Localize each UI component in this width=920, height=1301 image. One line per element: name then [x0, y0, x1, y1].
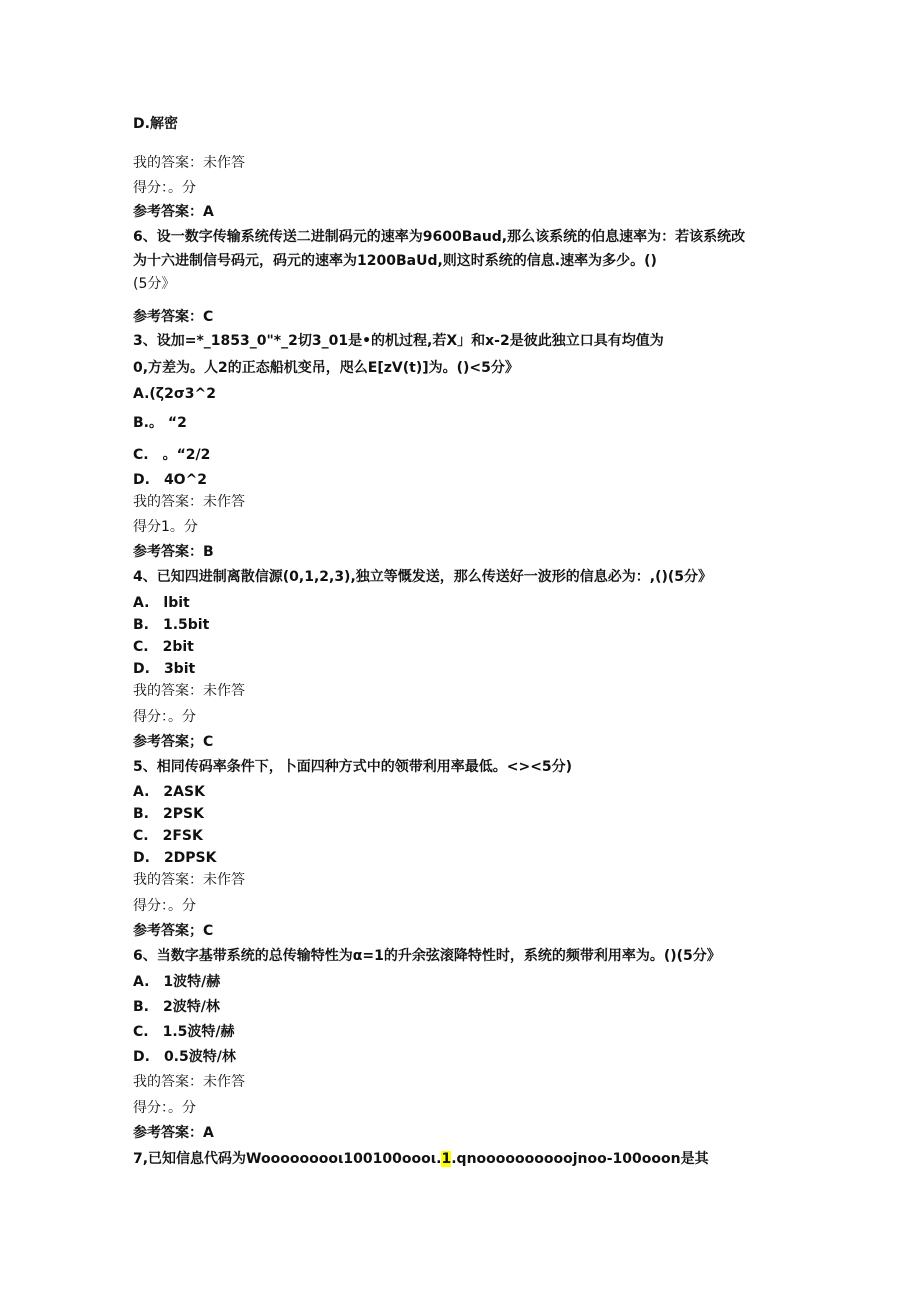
- option-a-text: A. 1波特/赫: [133, 974, 221, 990]
- question-5-text: 5、相同传码率条件下，卜面四种方式中的领带利用率最低。<><5分): [133, 759, 573, 775]
- option-b-text: B. 2PSK: [133, 806, 204, 822]
- score-label: 得分1。分: [133, 519, 198, 535]
- option-a-text: A. 2ASK: [133, 784, 205, 800]
- question-7-text: [133, 1150, 709, 1168]
- option-d-text: D. 0.5波特/林: [133, 1049, 236, 1065]
- option-b-text: B. 2波特/林: [133, 999, 220, 1015]
- question-4-text: 4、已知四进制离散信源(0,1,2,3),独立等慨发送，那么传送好一波形的信息必为：,()(5分》: [133, 569, 713, 585]
- my-answer-label: 我的答案：未作答: [133, 872, 245, 888]
- my-answer-label: 我的答案：未作答: [133, 494, 245, 510]
- option-d-text: D. 3bit: [133, 661, 196, 677]
- reference-answer-label: 参考答案；C: [133, 734, 214, 750]
- my-answer-label: 我的答案：未作答: [133, 683, 245, 699]
- reference-answer-label: 参考答案：A: [133, 204, 214, 220]
- option-b-text: B. 1.5bit: [133, 617, 210, 633]
- reference-answer-label: 参考答案：A: [133, 1125, 214, 1141]
- question-6-text-cont: 为十六进制信号码元，码元的速率为1200BaUd,则这时系统的信息.速率为多少。(): [133, 253, 657, 269]
- score-label: 得分：。分: [133, 1100, 196, 1116]
- reference-answer-label: 参考答案：C: [133, 309, 214, 325]
- option-b-text: B.。 “2: [133, 415, 187, 431]
- my-answer-label: 我的答案：未作答: [133, 155, 245, 171]
- score-label: 得分：。分: [133, 709, 196, 725]
- question-7-text-start: 7,已知信息代码为Wooooooooι100100oooι.: [133, 1151, 442, 1167]
- option-a-text: A.(ζ2σ3^2: [133, 386, 216, 402]
- option-c-text: C. 2FSK: [133, 828, 203, 844]
- highlighted-char: 1: [441, 1151, 452, 1167]
- option-c-text: C. 1.5波特/赫: [133, 1024, 235, 1040]
- question-6-text: 6、设一数字传输系统传送二进制码元的速率为9600Baud,那么该系统的伯息速率为：若该系统改: [133, 229, 746, 245]
- option-c-text: C. 2bit: [133, 639, 194, 655]
- option-d-text: D. 4O^2: [133, 472, 208, 488]
- score-label: 得分：。分: [133, 180, 196, 196]
- my-answer-label: 我的答案：未作答: [133, 1074, 245, 1090]
- reference-answer-label: 参考答案：B: [133, 544, 214, 560]
- score-label: 得分：。分: [133, 898, 196, 914]
- question-3-text-cont: 0,方差为。人2的正态船机变吊，咫么E[zV(t)]为。()<5分》: [133, 360, 519, 376]
- question-6b-text: 6、当数字基带系统的总传输特性为α=1的升余弦滚降特性时，系统的频带利用率为。()(5分》: [133, 948, 721, 964]
- question-3-text: 3、设加=*_1853_0"*_2切3_01是•的机过程,若X」和x-2是彼此独立口具有均值为: [133, 333, 664, 349]
- option-c-text: C. 。“2/2: [133, 447, 211, 463]
- question-7-text-end: .qnoooooooooojnoo-100ooon是其: [451, 1151, 709, 1167]
- option-d-text: D.解密: [133, 116, 178, 132]
- question-6-score: (5分》: [133, 276, 176, 292]
- reference-answer-label: 参考答案；C: [133, 923, 214, 939]
- option-a-text: A. lbit: [133, 595, 190, 611]
- option-d-text: D. 2DPSK: [133, 850, 217, 866]
